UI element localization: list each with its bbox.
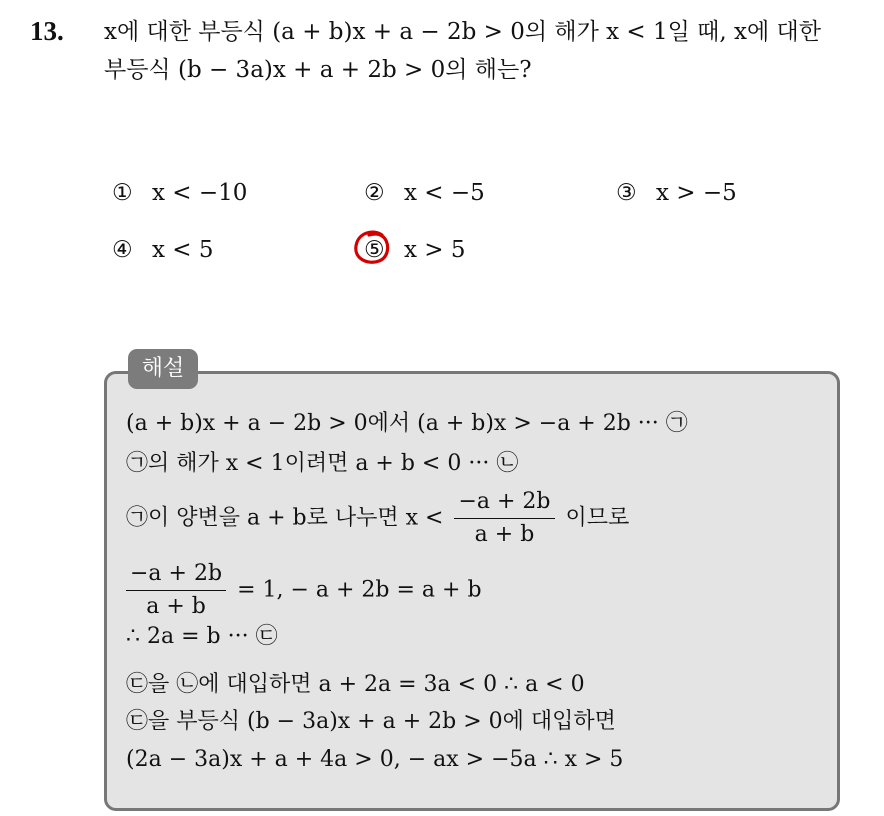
choice-4-mark: ④ xyxy=(112,237,133,263)
question-text-line2: 부등식 (b − 3a)x + a + 2b > 0의 해는? xyxy=(104,57,532,83)
fraction-numerator: −a + 2b xyxy=(126,560,226,591)
solution-tag: 해설 xyxy=(128,349,198,389)
choice-5-text: x > 5 xyxy=(404,237,466,263)
solution-line-5: ∴ 2a = b ··· ㉢ xyxy=(126,624,278,649)
fraction-numerator: −a + 2b xyxy=(454,488,554,519)
question-number: 13. xyxy=(30,16,64,46)
solution-line-3-suffix: 이므로 xyxy=(565,505,630,531)
choice-4[interactable] xyxy=(112,235,214,265)
solution-line-8: (2a − 3a)x + a + 4a > 0, − ax > −5a ∴ x > 5 xyxy=(126,747,624,772)
solution-line-4-text: = 1, − a + 2b = a + b xyxy=(237,577,482,603)
solution-line-2: ㉠의 해가 x < 1이려면 a + b < 0 ··· ㉡ xyxy=(126,451,519,476)
choice-3-mark: ③ xyxy=(616,180,637,206)
choice-1-text: x < −10 xyxy=(152,180,248,206)
fraction-denominator: a + b xyxy=(474,522,535,547)
solution-line-3-text: ㉠이 양변을 a + b로 나누면 x < xyxy=(126,505,444,531)
fraction-denominator: a + b xyxy=(146,594,206,619)
choice-1[interactable] xyxy=(112,178,247,208)
choice-2-text: x < −5 xyxy=(404,180,485,206)
solution-line-7: ㉢을 부등식 (b − 3a)x + a + 2b > 0에 대입하면 xyxy=(126,709,616,734)
solution-line-1: (a + b)x + a − 2b > 0에서 (a + b)x > −a + 2b ··· ㉠ xyxy=(126,411,688,436)
choice-1-mark: ① xyxy=(112,180,133,206)
solution-line-4 xyxy=(126,560,482,621)
choice-2-mark: ② xyxy=(364,180,385,206)
choice-3[interactable] xyxy=(616,178,737,208)
choice-3-text: x > −5 xyxy=(656,180,737,206)
choice-4-text: x < 5 xyxy=(152,237,214,263)
solution-line-3 xyxy=(126,488,629,549)
choice-2[interactable] xyxy=(364,178,485,208)
solution-fraction-1 xyxy=(454,488,554,549)
answer-circle-icon xyxy=(352,229,392,267)
choice-5-mark: ⑤ xyxy=(364,237,385,263)
solution-fraction-2 xyxy=(126,560,226,621)
question-text-line1: x에 대한 부등식 (a + b)x + a − 2b > 0의 해가 x < 1일 때, x에 대한 xyxy=(104,19,821,45)
solution-line-6: ㉢을 ㉡에 대입하면 a + 2a = 3a < 0 ∴ a < 0 xyxy=(126,672,585,697)
